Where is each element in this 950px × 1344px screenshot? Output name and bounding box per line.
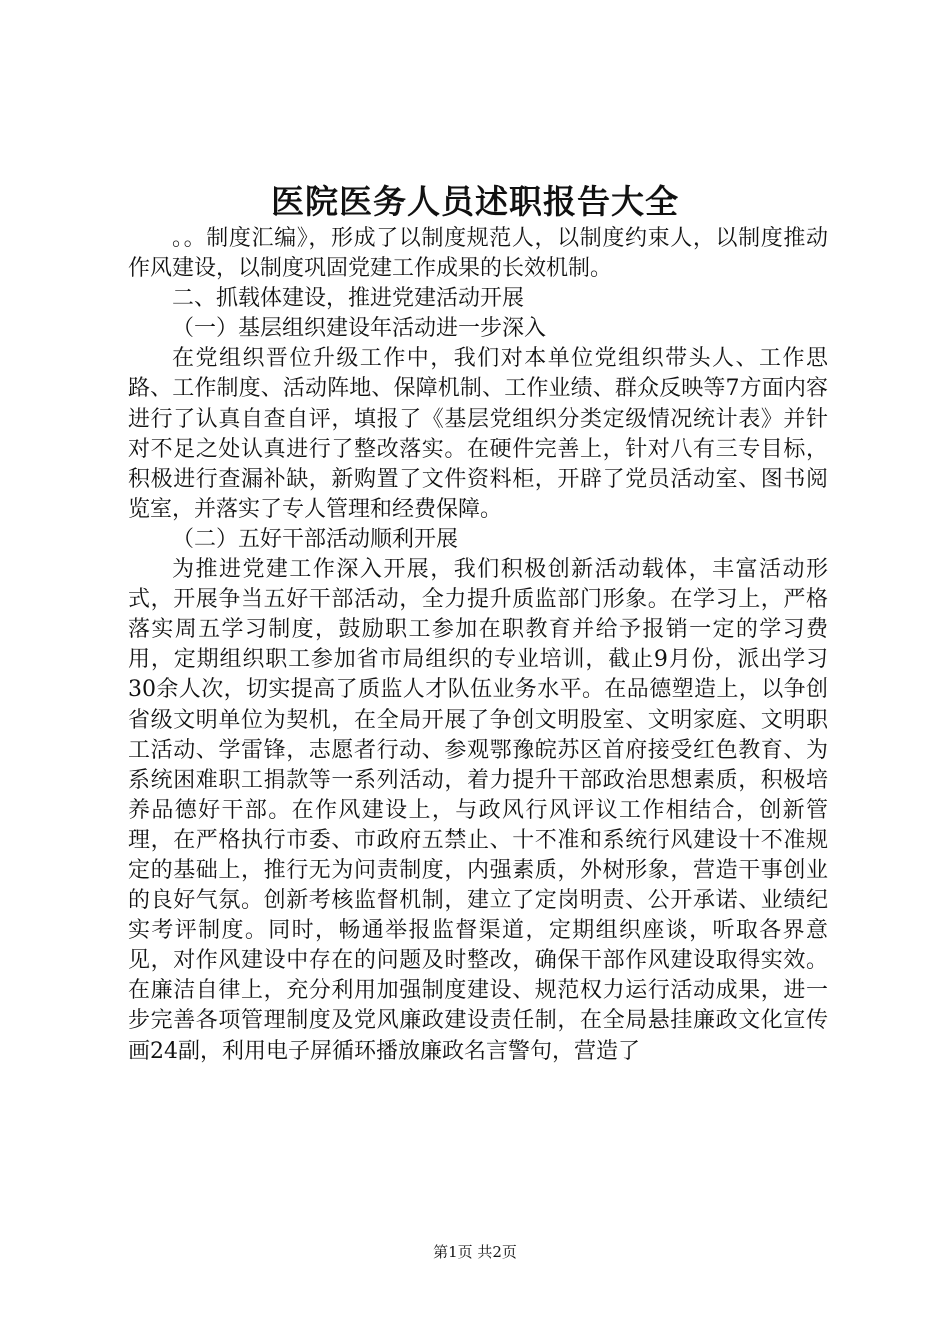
subsection-heading-1: （一）基层组织建设年活动进一步深入 [172, 316, 547, 342]
page-footer: 第1页 共2页 [433, 1243, 517, 1261]
subsection-heading-2: （二）五好干部活动顺利开展 [172, 526, 459, 552]
paragraph-party-organization: 在党组织晋位升级工作中，我们对本单位党组织带头人、工作思路、工作制度、活动阵地、保障机制、工作业绩、群众反映等7方面内容进行了认真自查自评，填报了《基层党组织分类定级情况统计表》并针对不足之处认真进行了整改落实。在硬件完善上，针对八有三专目标，积极进行查漏补缺，新购置了文件资料柜，开辟了党员活动室、图书阅览室，并落实了专人管理和经费保障。 [128, 346, 828, 522]
section-heading-2: 二、抓载体建设，推进党建活动开展 [172, 286, 525, 312]
document-body [128, 224, 828, 1067]
paragraph-five-good-cadres: 为推进党建工作深入开展，我们积极创新活动载体，丰富活动形式，开展争当五好干部活动，全力提升质监部门形象。在学习上，严格落实周五学习制度，鼓励职工参加在职教育并给予报销一定的学习费用，定期组织职工参加省市局组织的专业培训，截止9月份，派出学习30余人次，切实提高了质监人才队伍业务水平。在品德塑造上，以争创省级文明单位为契机，在全局开展了争创文明股室、文明家庭、文明职工活动、学雷锋，志愿者行动、参观鄂豫皖苏区首府接受红色教育、为系统困难职工捐款等一系列活动，着力提升干部政治思想素质，积极培养品德好干部。在作风建设上，与政风行风评议工作相结合，创新管理，在严格执行市委、市政府五禁止、十不准和系统行风建设十不准规定的基础上，推行无为问责制度，内强素质，外树形象，营造干事创业的良好气氛。创新考核监督机制，建立了定岗明责、公开承诺、业绩纪实考评制度。同时，畅通举报监督渠道，定期组织座谈，听取各界意见，对作风建设中存在的问题及时整改，确保干部作风建设取得实效。在廉洁自律上，充分利用加强制度建设、规范权力运行活动成果，进一步完善各项管理制度及党风廉政建设责任制，在全局悬挂廉政文化宣传画24副，利用电子屏循环播放廉政名言警句，营造了 [128, 557, 828, 1064]
document-title: 医院医务人员述职报告大全 [271, 182, 679, 221]
paragraph-intro: 。。制度汇编》，形成了以制度规范人，以制度约束人，以制度推动作风建设，以制度巩固党建工作成果的长效机制。 [128, 226, 828, 282]
